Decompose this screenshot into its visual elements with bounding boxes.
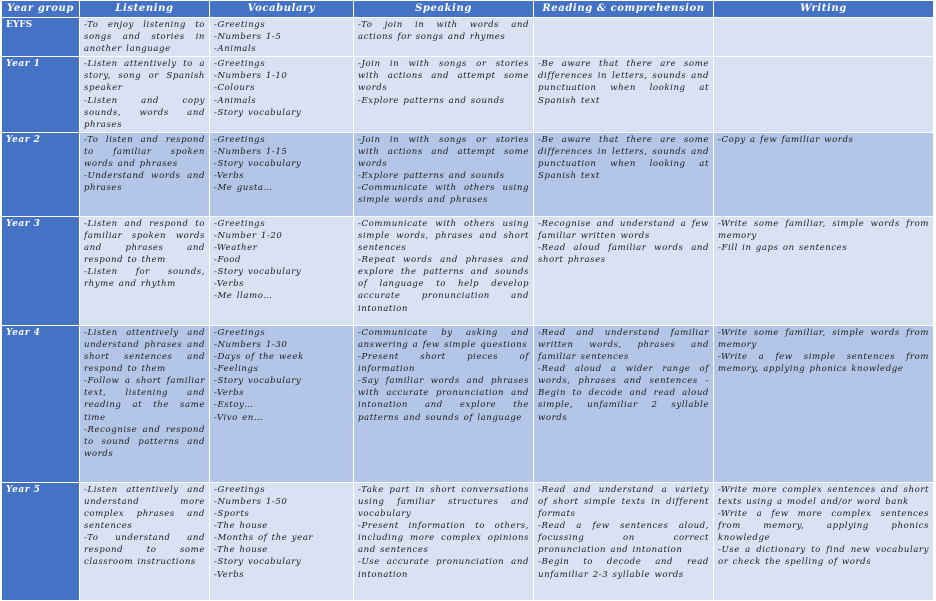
cell-entry: -Story vocabulary xyxy=(214,107,302,118)
cell-entry: -Food xyxy=(214,255,241,266)
cell-entry: -Greetings xyxy=(214,218,266,229)
header-listening: Listening xyxy=(80,1,210,18)
cell-entry: -Animals xyxy=(214,95,257,106)
cell-entry: -Listen attentively to a story, song or Spanish speaker xyxy=(84,59,205,94)
cell-entry: -Vivo en… xyxy=(214,412,264,423)
cell-entry: -Sports xyxy=(214,509,250,520)
writing-cell xyxy=(714,325,934,482)
year-label: Year 1 xyxy=(2,57,80,133)
cell-entry: -Present short pieces of information xyxy=(358,352,529,375)
cell-entry: -Months of the year xyxy=(214,533,314,544)
table-row xyxy=(2,216,934,325)
reading-cell xyxy=(534,18,714,57)
cell-entry: -Write a few more complex sentences from memory, applying phonics knowledge xyxy=(718,509,929,544)
cell-entry: -Join in with songs or stories with actions and attempt some words xyxy=(358,134,529,170)
header-speaking: Speaking xyxy=(354,1,534,18)
cell-entry: -Numbers 1-15 xyxy=(214,146,288,157)
speaking-cell xyxy=(354,216,534,325)
vocabulary-cell xyxy=(210,216,354,325)
cell-entry: -Write a few simple sentences from memory, applying phonics knowledge xyxy=(718,352,929,375)
table-row xyxy=(2,132,934,216)
cell-entry: -Feelings xyxy=(214,364,259,375)
cell-entry: -Verbs xyxy=(214,569,245,580)
writing-cell xyxy=(714,18,934,57)
header-vocabulary: Vocabulary xyxy=(210,1,354,18)
cell-entry: -Story vocabulary xyxy=(214,267,302,278)
writing-cell xyxy=(714,132,934,216)
cell-entry: -Take part in short conversations using familiar structures and vocabulary xyxy=(358,484,529,520)
cell-entry: -Me gusta… xyxy=(214,183,273,194)
cell-entry: -Greetings xyxy=(214,59,266,70)
cell-entry: -Present information to others, including more complex opinions and sentences xyxy=(358,521,529,556)
cell-entry: -Number 1-20 xyxy=(214,230,283,241)
vocabulary-cell xyxy=(210,325,354,482)
cell-entry: -Animals xyxy=(214,44,257,55)
cell-entry: -Use accurate pronunciation and intonation xyxy=(358,557,529,580)
cell-entry: -Verbs xyxy=(214,388,245,399)
reading-cell xyxy=(534,216,714,325)
writing-cell xyxy=(714,482,934,600)
cell-entry: -To understand and respond to some classroom instructions xyxy=(84,533,205,568)
cell-entry: -Fill in gaps on sentences xyxy=(718,243,848,254)
year-label: Year 4 xyxy=(2,325,80,482)
cell-entry: -Recognise and understand a few familiar written words xyxy=(538,218,709,241)
header-reading: Reading & comprehension xyxy=(534,1,714,18)
cell-entry: -Listen attentively and understand more complex phrases and sentences xyxy=(84,484,205,532)
cell-entry: -Communicate with others using simple words, phrases and short sentences xyxy=(358,218,529,254)
header-year-group: Year group xyxy=(2,1,80,18)
cell-entry: -Communicate by asking and answering a few simple questions xyxy=(358,327,529,350)
cell-entry: -Read a few sentences aloud, focussing on correct pronunciation and intonation xyxy=(538,521,709,556)
cell-entry: -Listen for sounds, rhyme and rhythm xyxy=(84,267,205,290)
cell-entry: -Write some familiar, simple words from memory xyxy=(718,218,929,241)
cell-entry: -Story vocabulary xyxy=(214,159,302,170)
cell-entry: -Say familiar words and phrases with accurate pronunciation and intonation and explore the patterns and sounds of language xyxy=(358,376,529,423)
cell-entry: -Read and understand a variety of short simple texts in different formats xyxy=(538,484,709,520)
writing-cell xyxy=(714,57,934,133)
cell-entry: -Copy a few familiar words xyxy=(718,134,854,145)
cell-entry: -Numbers 1-10 xyxy=(214,71,288,82)
reading-cell xyxy=(534,132,714,216)
cell-entry: -Verbs xyxy=(214,279,245,290)
cell-entry: -Explore patterns and sounds xyxy=(358,171,505,182)
cell-entry: -Story vocabulary xyxy=(214,376,302,387)
cell-entry: -Listen and copy sounds, words and phrases xyxy=(84,95,205,130)
writing-cell xyxy=(714,216,934,325)
cell-entry: -Greetings xyxy=(214,134,266,145)
cell-entry: -Use a dictionary to find new vocabulary or check the spelling of words xyxy=(718,545,929,568)
vocabulary-cell xyxy=(210,18,354,57)
vocabulary-cell xyxy=(210,57,354,133)
vocabulary-cell xyxy=(210,132,354,216)
cell-entry: -The house xyxy=(214,521,268,532)
cell-entry: -Weather xyxy=(214,243,258,254)
cell-entry: -Listen attentively and understand phrases and short sentences and respond to them xyxy=(84,327,205,375)
listening-cell xyxy=(80,18,210,57)
table-body xyxy=(2,18,934,601)
cell-entry: -Greetings xyxy=(214,20,266,30)
listening-cell xyxy=(80,216,210,325)
cell-entry: -Verbs xyxy=(214,171,245,182)
cell-entry: -Colours xyxy=(214,83,256,94)
vocabulary-cell xyxy=(210,482,354,600)
cell-entry: -Recognise and respond to sound patterns and words xyxy=(84,424,205,459)
cell-entry: -To listen and respond to familiar spoken words and phrases xyxy=(84,134,205,170)
curriculum-table xyxy=(1,0,934,601)
cell-entry: -Listen and respond to familiar spoken words and phrases and respond to them xyxy=(84,218,205,266)
year-label: Year 2 xyxy=(2,132,80,216)
cell-entry: -Understand words and phrases xyxy=(84,171,205,194)
header-writing: Writing xyxy=(714,1,934,18)
cell-entry: -Write more complex sentences and short texts using a model and/or word bank xyxy=(718,484,929,507)
speaking-cell xyxy=(354,57,534,133)
speaking-cell xyxy=(354,132,534,216)
cell-entry: -Me llamo… xyxy=(214,291,273,302)
cell-entry: -Explore patterns and sounds xyxy=(358,95,505,106)
table-row xyxy=(2,18,934,57)
reading-cell xyxy=(534,57,714,133)
cell-entry: -Follow a short familiar text, listening and reading at the same time xyxy=(84,376,205,423)
cell-entry: -Numbers 1-50 xyxy=(214,496,288,507)
reading-cell xyxy=(534,325,714,482)
listening-cell xyxy=(80,482,210,600)
table-row xyxy=(2,325,934,482)
cell-entry: -Numbers 1-5 xyxy=(214,32,282,43)
speaking-cell xyxy=(354,18,534,57)
listening-cell xyxy=(80,132,210,216)
cell-entry: -Greetings xyxy=(214,484,266,495)
table-row xyxy=(2,482,934,600)
cell-entry: -Begin to decode and read unfamiliar 2-3 syllable words xyxy=(538,557,709,580)
cell-entry: -To join in with words and actions for songs and rhymes xyxy=(358,20,529,43)
speaking-cell xyxy=(354,325,534,482)
listening-cell xyxy=(80,57,210,133)
cell-entry: -Greetings xyxy=(214,327,266,338)
cell-entry: -The house xyxy=(214,545,268,556)
cell-entry: -Write some familiar, simple words from memory xyxy=(718,327,929,350)
cell-entry: -Read and understand familiar written words, phrases and familiar sentences xyxy=(538,327,709,363)
reading-cell xyxy=(534,482,714,600)
year-label: Year 3 xyxy=(2,216,80,325)
cell-entry: -Repeat words and phrases and explore the patterns and sounds of language to help develop accurate pronunciation and intonation xyxy=(358,255,529,314)
cell-entry: -Read aloud a wider range of words, phrases and sentences -Begin to decode and read aloud simple, unfamiliar 2 syllable words xyxy=(538,364,709,423)
cell-entry: -Be aware that there are some differences in letters, sounds and punctuation when looking at Spanish text xyxy=(538,134,709,182)
cell-entry: -Story vocabulary xyxy=(214,557,302,568)
cell-entry: -Numbers 1-30 xyxy=(214,339,288,350)
cell-entry: -Join in with songs or stories with actions and attempt some words xyxy=(358,59,529,94)
header-row xyxy=(2,1,934,18)
speaking-cell xyxy=(354,482,534,600)
year-label: EYFS xyxy=(2,18,80,57)
listening-cell xyxy=(80,325,210,482)
year-label: Year 5 xyxy=(2,482,80,600)
cell-entry: -Communicate with others using simple words and phrases xyxy=(358,183,529,206)
cell-entry: -Estoy… xyxy=(214,400,254,411)
cell-entry: -To enjoy listening to songs and stories in another language xyxy=(84,20,205,55)
cell-entry: -Be aware that there are some differences in letters, sounds and punctuation when looking at Spanish text xyxy=(538,59,709,106)
table-row xyxy=(2,57,934,133)
cell-entry: -Read aloud familiar words and short phrases xyxy=(538,243,709,266)
cell-entry: -Days of the week xyxy=(214,352,304,363)
